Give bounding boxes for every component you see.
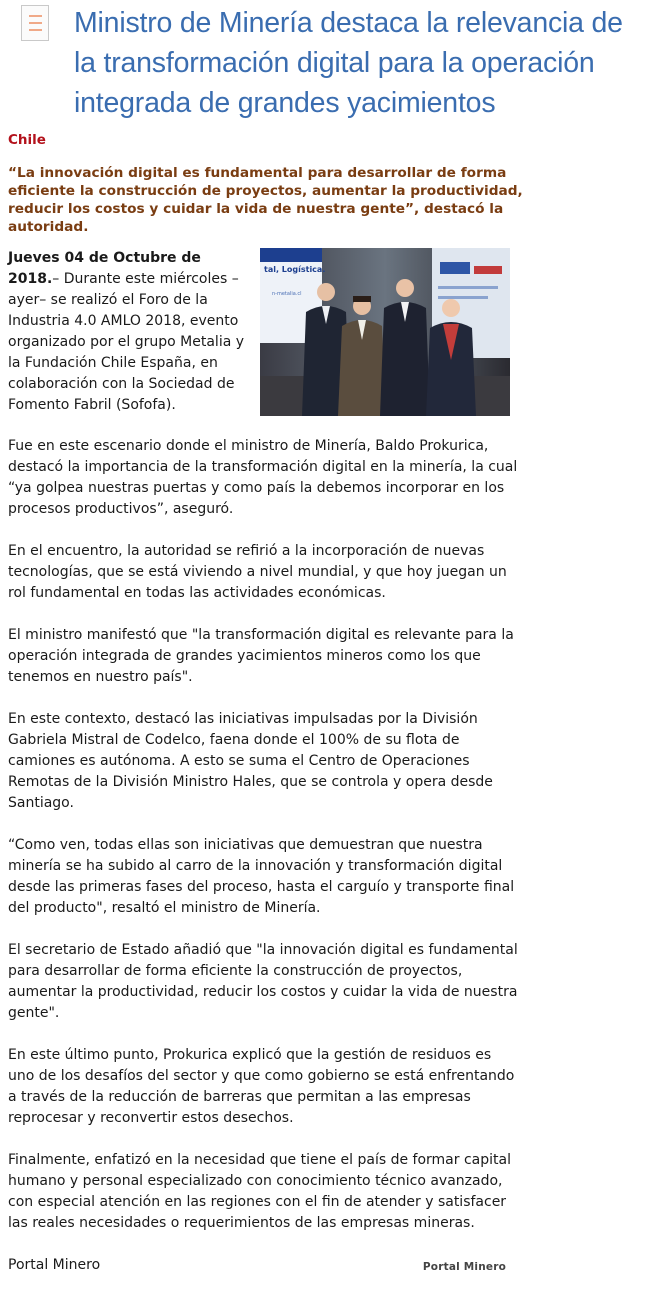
intro-text: – Durante este miércoles –ayer– se realizó el Foro de la Industria 4.0 AMLO 2018, evento organizado por el grupo Metalia y la Fundación Chile España, en colaboración con la Sociedad de Fomento Fabril (Sofofa). xyxy=(8,271,245,413)
article-lead: “La innovación digital es fundamental para desarrollar de forma eficiente la construcción de proyectos, aumentar la productividad, reducir los costos y cuidar la vida de nuestra gente”, destacó la autoridad. xyxy=(8,165,523,235)
paragraph: En este contexto, destacó las iniciativas impulsadas por la División Gabriela Mistral de Codelco, faena donde el 100% de su flota de camiones es autónoma. A esto se suma el Centro de Operaciones Remotas de la División Ministro Hales, que se controla y opera desde Santiago. xyxy=(8,711,493,811)
article-intro xyxy=(8,248,252,416)
event-photo xyxy=(260,248,510,416)
document-icon xyxy=(21,5,49,41)
country-label: Chile xyxy=(8,132,46,148)
dateline: Jueves 04 de Octubre de 2018. xyxy=(8,250,201,287)
paragraph: El secretario de Estado añadió que "la innovación digital es fundamental para desarrollar de forma eficiente la construcción de proyectos, aumentar la productividad, reducir los costos y cuidar la vida de nuestra gente". xyxy=(8,942,518,1021)
article-title: Ministro de Minería destaca la relevancia de la transformación digital para la operación integrada de grandes yacimientos xyxy=(74,7,623,119)
paragraph: Finalmente, enfatizó en la necesidad que tiene el país de formar capital humano y personal especializado con conocimiento técnico avanzado, con especial atención en las regiones con el fin de atender y satisfacer las reales necesidades o requerimientos de las empresas mineras. xyxy=(8,1152,511,1231)
paragraph: Fue en este escenario donde el ministro de Minería, Baldo Prokurica, destacó la importancia de la transformación digital en la minería, la cual “ya golpea nuestras puertas y como país la debemos incorporar en los procesos productivos”, aseguró. xyxy=(8,438,518,517)
paragraph: El ministro manifestó que "la transformación digital es relevante para la operación integrada de grandes yacimientos mineros como los que tenemos en nuestro país". xyxy=(8,627,514,685)
article-body xyxy=(8,436,520,1297)
footer-source: Portal Minero xyxy=(422,1261,506,1273)
paragraph: En el encuentro, la autoridad se refirió a la incorporación de nuevas tecnologías, que se está viviendo a nivel mundial, y que hoy juegan un rol fundamental en todas las actividades económicas. xyxy=(8,543,507,601)
paragraph: En este último punto, Prokurica explicó que la gestión de residuos es uno de los desafíos del sector y que como gobierno se está enfrentando a través de la reducción de barreras que permitan a las empresas reprocesar y reconvertir estos desechos. xyxy=(8,1047,515,1126)
banner-url: n-metalia.cl xyxy=(272,291,302,297)
paragraph: “Como ven, todas ellas son iniciativas que demuestran que nuestra minería se ha subido al carro de la innovación y transformación digital desde las primeras fases del proceso, hasta el carguío y transporte final del producto", resaltó el ministro de Minería. xyxy=(8,837,515,916)
source-line: Portal Minero xyxy=(8,1257,101,1273)
banner-text: tal, Logística. xyxy=(264,265,326,274)
